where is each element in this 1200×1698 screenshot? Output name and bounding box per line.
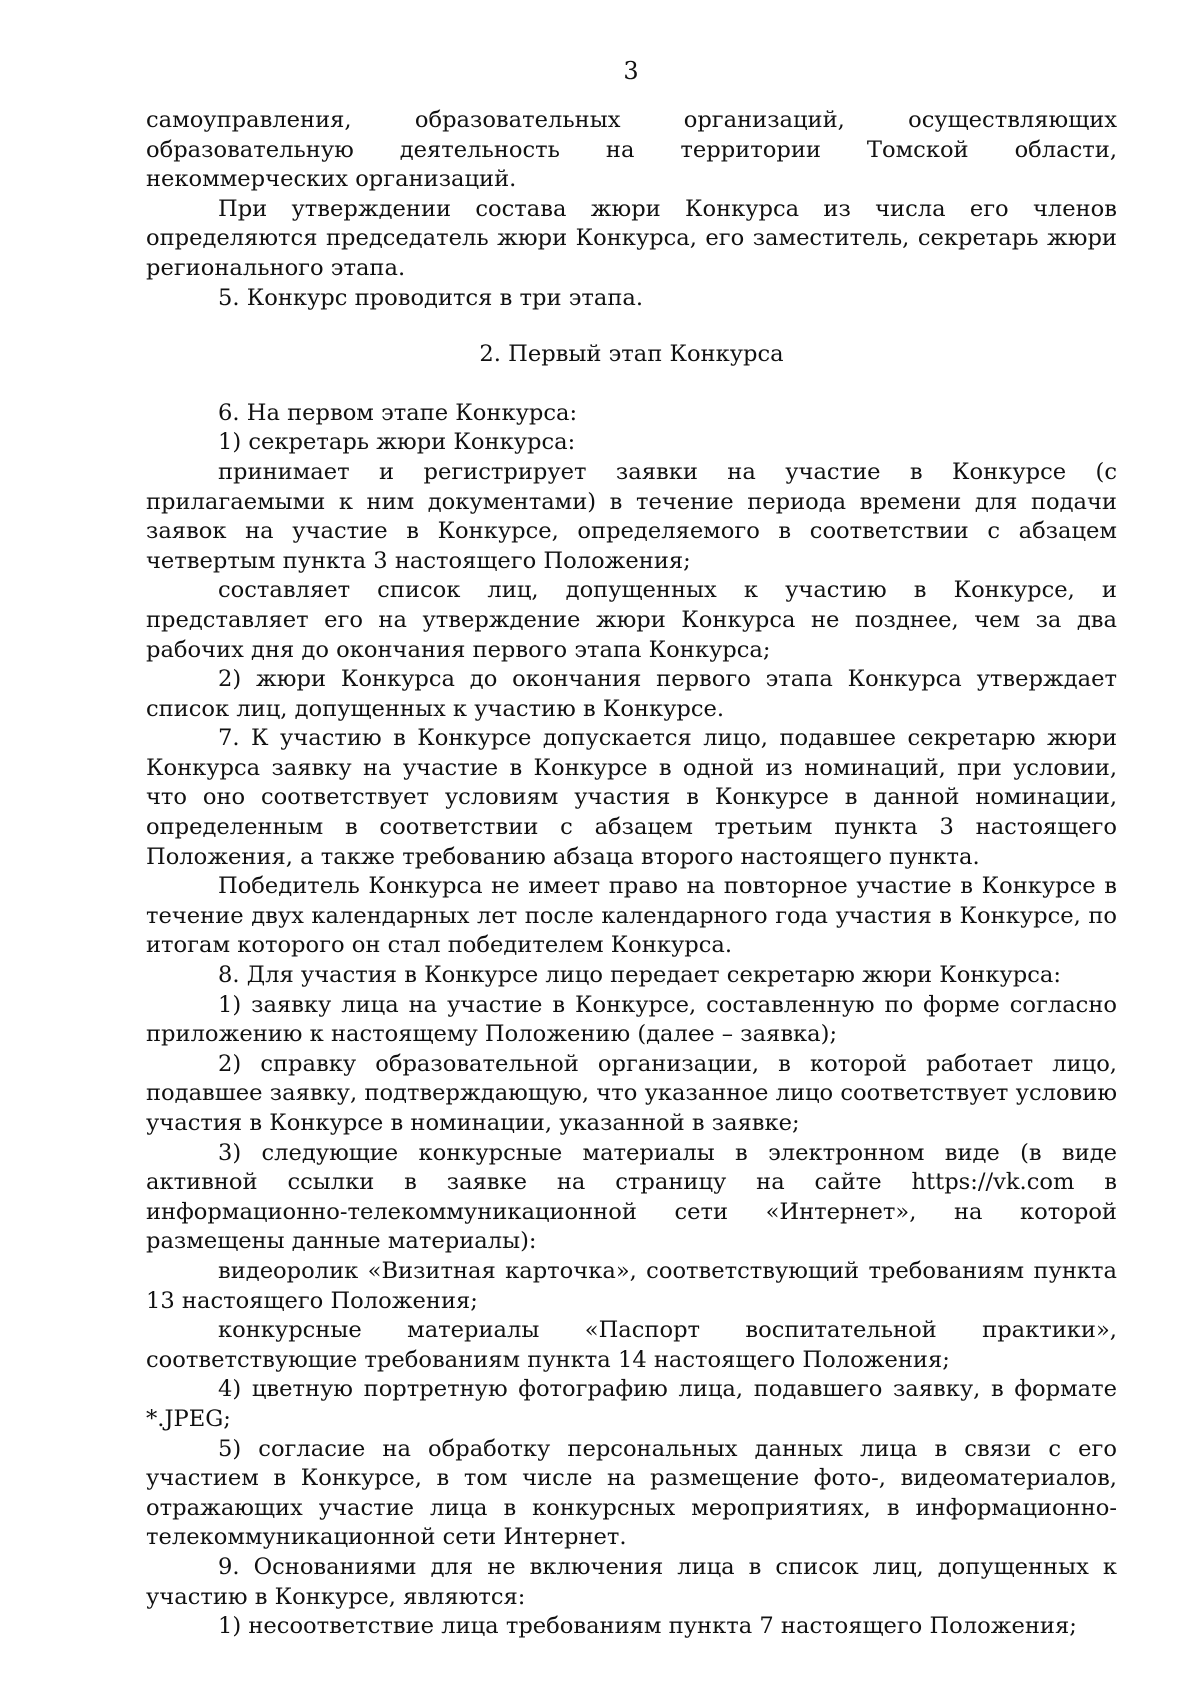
paragraph-accepts-applications: принимает и регистрирует заявки на участие в Конкурсе (с прилагаемыми к ним документами) в течение периода времени для подачи заявок на участие в Конкурсе, определяемого в соответствии с абзацем четвертым пункта 3 настоящего Положения; <box>146 458 1117 574</box>
paragraph-item-7: 7. К участию в Конкурсе допускается лицо, подавшее секретарю жюри Конкурса заявку на участие в Конкурсе в одной из номинаций, при условии, что оно соответствует условиям участия в Конкурсе в данной номинации, определенным в соответствии с абзацем третьим пункта 3 настоящего Положения, а также требованию абзаца второго настоящего пункта. <box>146 725 1117 870</box>
paragraph-practice-passport: конкурсные материалы «Паспорт воспитательной практики», соответствующие требованиям пункта 14 настоящего Положения; <box>146 1317 1117 1373</box>
paragraph-item-8-3: 3) следующие конкурсные материалы в электронном виде (в виде активной ссылки в заявке на страницу на сайте https://vk.com в информационно-телекоммуникационной сети «Интернет», на которой размещены данные материалы): <box>146 1139 1117 1255</box>
paragraph-item-9-1: 1) несоответствие лица требованиям пункта 7 настоящего Положения; <box>218 1613 1077 1640</box>
paragraph-item-8-1: 1) заявку лица на участие в Конкурсе, составленную по форме согласно приложению к настоящему Положению (далее – заявка); <box>146 991 1117 1048</box>
paragraph-winner-restriction: Победитель Конкурса не имеет право на повторное участие в Конкурсе в течение двух календарных лет после календарного года участия в Конкурсе, по итогам которого он стал победителем Конкурса. <box>146 873 1117 959</box>
document-body <box>146 106 1117 1642</box>
paragraph-item-8-5: 5) согласие на обработку персональных данных лица в связи с его участием в Конкурсе, в том числе на размещение фото-, видеоматериалов, отражающих участие лица в конкурсных мероприятиях, в информационно-телекоммуникационной сети Интернет. <box>146 1435 1117 1551</box>
paragraph-item-6: 6. На первом этапе Конкурса: <box>218 399 578 426</box>
paragraph-item-9: 9. Основаниями для не включения лица в список лиц, допущенных к участию в Конкурсе, являются: <box>146 1553 1117 1610</box>
paragraph-item-8-4: 4) цветную портретную фотографию лица, подавшего заявку, в формате *.JPEG; <box>146 1376 1117 1432</box>
paragraph-item-6-2: 2) жюри Конкурса до окончания первого этапа Конкурса утверждает список лиц, допущенных к участию в Конкурсе. <box>146 666 1117 722</box>
paragraph-item-8: 8. Для участия в Конкурсе лицо передает секретарю жюри Конкурса: <box>218 962 1061 989</box>
paragraph-item-5: 5. Конкурс проводится в три этапа. <box>218 284 644 311</box>
paragraph-jury-composition: При утверждении состава жюри Конкурса из числа его членов определяются председатель жюри Конкурса, его заместитель, секретарь жюри регионального этапа. <box>146 195 1117 281</box>
paragraph-continuation: самоуправления, образовательных организаций, осуществляющих образовательную деятельность на территории Томской области, некоммерческих организаций. <box>146 107 1117 193</box>
paragraph-item-6-1: 1) секретарь жюри Конкурса: <box>218 429 576 456</box>
section-heading: 2. Первый этап Конкурса <box>479 341 784 368</box>
paragraph-compiles-list: составляет список лиц, допущенных к участию в Конкурсе, и представляет его на утверждение жюри Конкурса не позднее, чем за два рабочих дня до окончания первого этапа Конкурса; <box>146 577 1117 663</box>
page-number: 3 <box>623 57 639 85</box>
paragraph-item-8-2: 2) справку образовательной организации, в которой работает лицо, подавшее заявку, подтверждающую, что указанное лицо соответствует условию участия в Конкурсе в номинации, указанной в заявке; <box>146 1050 1117 1136</box>
paragraph-video-card: видеоролик «Визитная карточка», соответствующий требованиям пункта 13 настоящего Положения; <box>146 1257 1117 1314</box>
